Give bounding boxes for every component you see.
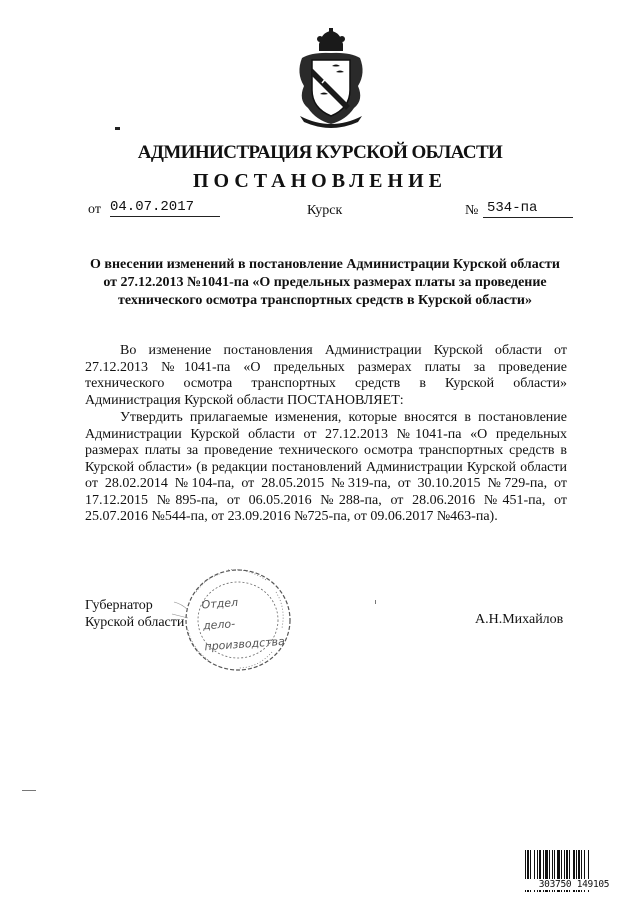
number-label: № — [465, 203, 479, 218]
document-title: О внесении изменений в постановление Администрации Курской области от 27.12.2013 №1041-па «О предельных размерах платы за проведение технического осмотра транспортных средств в Курской области» — [90, 257, 560, 308]
signatory-name: А.Н.Михайлов — [475, 612, 564, 627]
signatory-position — [85, 597, 184, 631]
body-paragraph-resolution: Утвердить прилагаемые изменения, которые вносятся в постановление Администрации Курской области от 27.12.2013 №1041-па «О предельных размерах платы за проведение технического осмотра транспортных средств в Курской области» (в редакции постановлений Администрации Курской области от 28.02.2014 №104-па, от 28.05.2015 №319-па, от 30.10.2015 №729-па, от 17.12.2015 №895-па, от 06.05.2016 №288-па, от 28.06.2016 №451-па, от 25.07.2016 №544-па, от 23.09.2016 №725-па, от 09.06.2017 №463-па). — [85, 410, 567, 524]
date-label: от — [88, 202, 101, 217]
organization-name: АДМИНИСТРАЦИЯ КУРСКОЙ ОБЛАСТИ — [137, 142, 503, 163]
stamp-text — [201, 590, 286, 658]
document-type: ПОСТАНОВЛЕНИЕ — [193, 170, 447, 192]
position-line: Губернатор — [85, 598, 153, 613]
city-name: Курск — [307, 203, 343, 218]
stamp-line: дело- — [202, 617, 236, 633]
document-number: 534-па — [483, 200, 573, 218]
ink-mark — [22, 790, 36, 791]
stamp-line: производства — [204, 634, 286, 654]
position-line: Курской области — [85, 615, 185, 630]
stamp-line: Отдел — [201, 595, 239, 612]
ink-mark — [115, 127, 120, 130]
coat-of-arms-icon — [292, 28, 370, 128]
ink-mark — [375, 600, 376, 604]
body-paragraph-preamble: Во изменение постановления Администрации Курской области от 27.12.2013 №1041-па «О предельных размерах платы за проведение технического осмотра транспортных средств в Курской области» Администрация Курской области ПОСТАНОВЛЯЕТ: — [85, 343, 567, 408]
date-value: 04.07.2017 — [110, 199, 220, 217]
barcode-number: 303750 149105 — [523, 879, 625, 890]
